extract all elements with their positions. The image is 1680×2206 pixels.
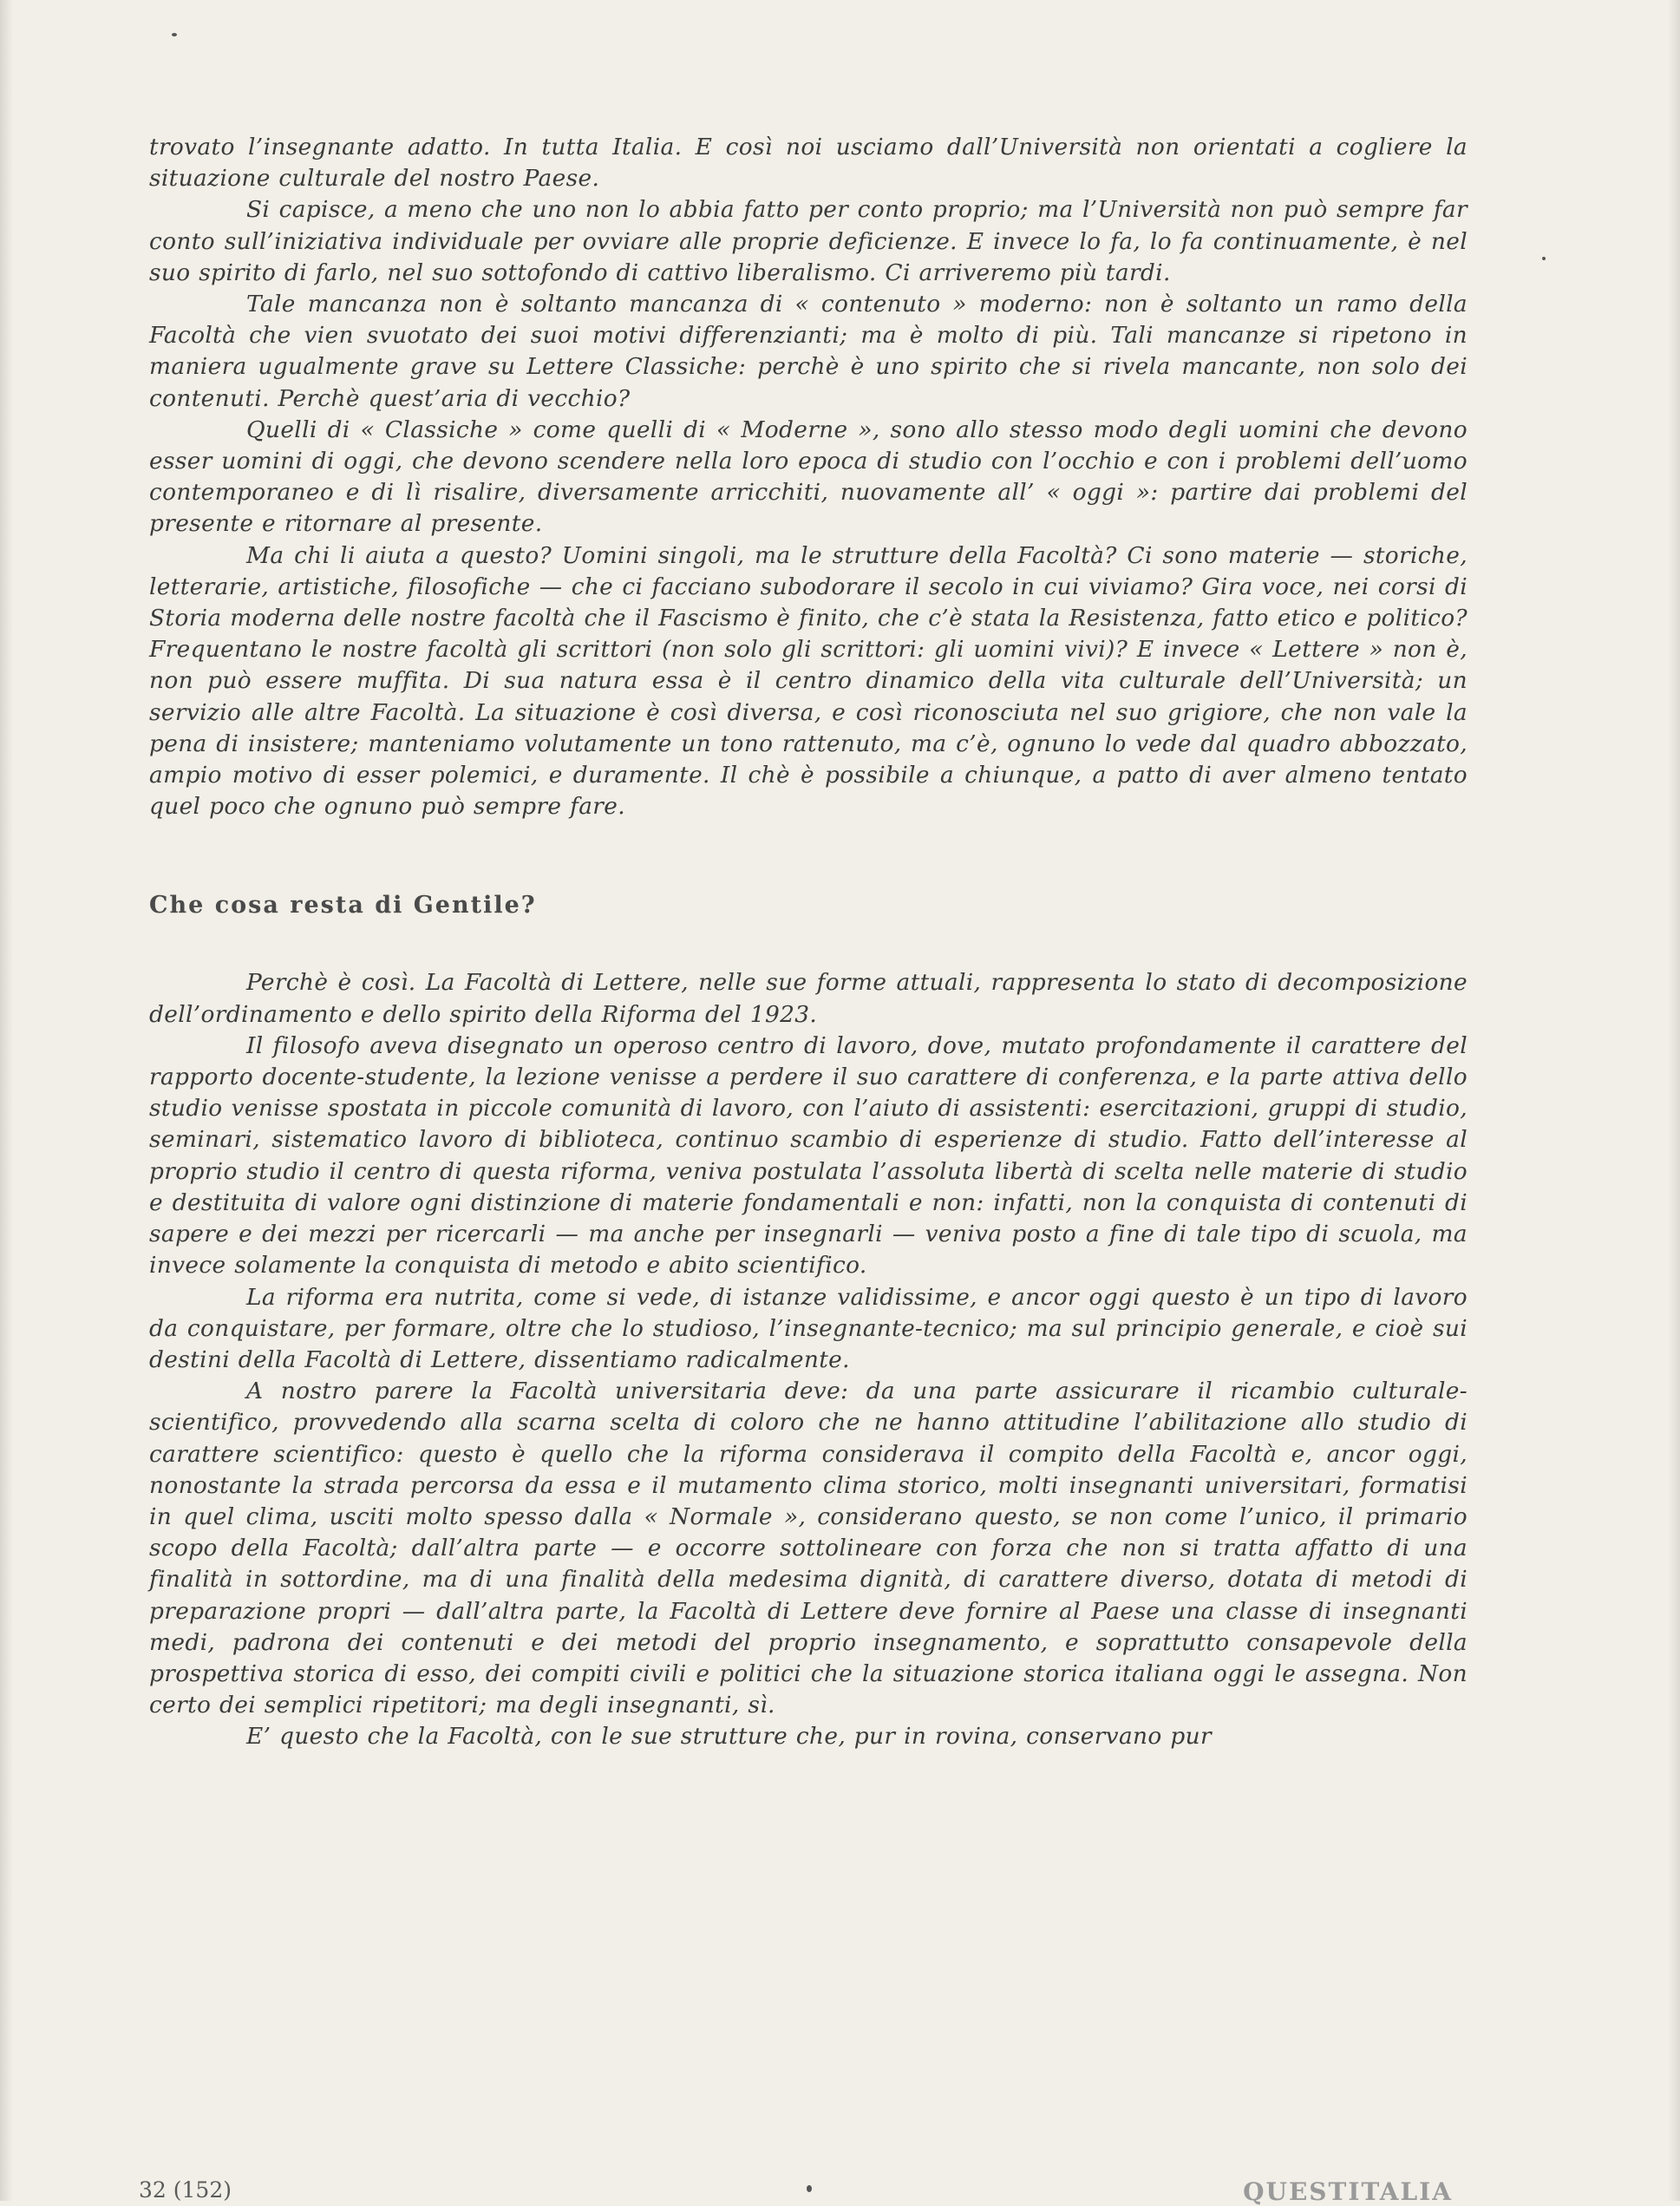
paragraph: A nostro parere la Facoltà universitaria deve: da una parte assicurare il ricambio culturale-scientifico, provvedendo alla scarna scelta di coloro che ne hanno attitudine l’abilitazione allo studio di carattere scientifico: questo è quello che la riforma considerava il compito della Facoltà e, ancor oggi, nonostante la strada percorsa da essa e il mutamento clima storico, molti insegnanti universitari, formatisi in quel clima, usciti molto spesso dalla « Normale », considerano questo, se non come l’unico, il primario scopo della Facoltà; dall’altra parte — e occorre sottolineare con forza che non si tratta affatto di una finalità in sottordine, ma di una finalità della medesima dignità, di carattere diverso, dotata di metodi di preparazione propri — dall’altra parte, la Facoltà di Lettere deve fornire al Paese una classe di insegnanti medi, padrona dei contenuti e dei metodi del proprio insegnamento, e soprattutto consapevole della prospettiva storica di esso, dei compiti civili e politici che la situazione storica italiana oggi le assegna. Non certo dei semplici ripetitori; ma degli insegnanti, sì. xyxy=(149,1378,1468,1719)
paragraph: trovato l’insegnante adatto. In tutta Italia. E così noi usciamo dall’Università non orientati a cogliere la situazione culturale del nostro Paese. xyxy=(149,134,1468,193)
page-number: 32 (152) xyxy=(139,2177,232,2203)
paragraph: Tale mancanza non è soltanto mancanza di « contenuto » moderno: non è soltanto un ramo della Facoltà che vien svuotato dei suoi motivi differenzianti; ma è molto di più. Tali mancanze si ripetono in maniera ugualmente grave su Lettere Classiche: perchè è uno spirito che si rivela mancante, non solo dei contenuti. Perchè quest’aria di vecchio? xyxy=(149,291,1468,412)
paragraph: Il filosofo aveva disegnato un operoso centro di lavoro, dove, mutato profondamente il carattere del rapporto docente-studente, la lezione venisse a perdere il suo carattere di conferenza, e la parte attiva dello studio venisse spostata in piccole comunità di lavoro, con l’aiuto di assistenti: esercitazioni, gruppi di studio, seminari, sistematico lavoro di biblioteca, continuo scambio di esperienze di studio. Fatto dell’interesse al proprio studio il centro di questa riforma, veniva postulata l’assoluta libertà di scelta nelle materie di studio e destituita di valore ogni distinzione di materie fondamentali e non: infatti, non la conquista di contenuti di sapere e dei mezzi per ricercarli — ma anche per insegnarli — veniva posto a fine di tale tipo di scuola, ma invece solamente la conquista di metodo e abito scientifico. xyxy=(149,1031,1468,1280)
section-heading: Che cosa resta di Gentile? xyxy=(149,892,537,920)
paragraph: Quelli di « Classiche » come quelli di « Moderne », sono allo stesso modo degli uomini che devono esser uomini di oggi, che devono scendere nella loro epoca di studio con l’occhio e con i problemi dell’uomo contemporaneo e di lì risalire, diversamente arricchiti, nuovamente all’ « oggi »: partire dai problemi del presente e ritornare al presente. xyxy=(149,416,1468,538)
paragraph: Perchè è così. La Facoltà di Lettere, nelle sue forme attuali, rappresenta lo stato di decomposizione dell’ordinamento e dello spirito della Riforma del 1923. xyxy=(149,969,1468,1028)
page-footer xyxy=(139,2177,1453,2206)
paragraph: Si capisce, a meno che uno non lo abbia fatto per conto proprio; ma l’Università non può sempre far conto sull’iniziativa individuale per ovviare alle proprie deficienze. E invece lo fa, lo fa continuamente, è nel suo spirito di farlo, nel suo sottofondo di cattivo liberalismo. Ci arriveremo più tardi. xyxy=(149,196,1468,286)
ink-speck-top xyxy=(172,33,177,36)
page-edge-left xyxy=(0,0,12,2201)
article-body xyxy=(149,132,1468,1753)
paragraph: E’ questo che la Facoltà, con le sue strutture che, pur in rovina, conservano pur xyxy=(246,1723,1212,1751)
paragraph: Ma chi li aiuta a questo? Uomini singoli, ma le strutture della Facoltà? Ci sono materie — storiche, letterarie, artistiche, filosofiche — che ci facciano subodorare il secolo in cui viviamo? Gira voce, nei corsi di Storia moderna delle nostre facoltà che il Fascismo è finito, che c’è stata la Resistenza, fatto etico e politico? Frequentano le nostre facoltà gli scrittori (non solo gli scrittori: gli uomini vivi)? E invece « Lettere » non è, non può essere muffita. Di sua natura essa è il centro dinamico della vita culturale dell’Università; un servizio alle altre Facoltà. La situazione è così diversa, e così riconosciuta nel suo grigiore, che non vale la pena di insistere; manteniamo volutamente un tono rattenuto, ma c’è, ognuno lo vede dal quadro abbozzato, ampio motivo di esser polemici, e duramente. Il chè è possibile a chiunque, a patto di aver almeno tentato quel poco che ognuno può sempre fare. xyxy=(149,541,1468,821)
ink-speck-right xyxy=(1542,257,1546,260)
magazine-name: QUESTITALIA xyxy=(1243,2177,1453,2206)
page-edge-right xyxy=(1668,0,1680,2201)
paragraph: La riforma era nutrita, come si vede, di istanze validissime, e ancor oggi questo è un tipo di lavoro da conquistare, per formare, oltre che lo studioso, l’insegnante-tecnico; ma sul principio generale, e cioè sui destini della Facoltà di Lettere, dissentiamo radicalmente. xyxy=(149,1283,1468,1373)
